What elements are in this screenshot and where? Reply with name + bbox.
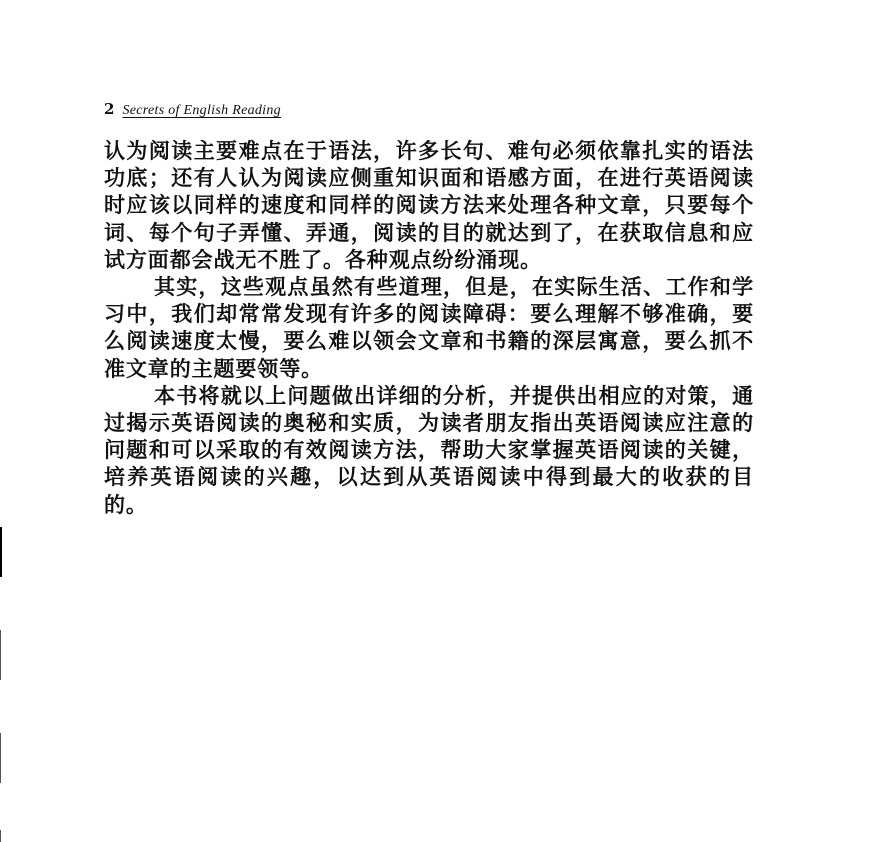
running-header: [104, 100, 281, 124]
paragraph-1: 认为阅读主要难点在于语法，许多长句、难句必须依靠扎实的语法功底；还有人认为阅读应侧重知识面和语感方面，在进行英语阅读时应该以同样的速度和同样的阅读方法来处理各种文章，只要每个词、每个句子弄懂、弄通，阅读的目的就达到了，在获取信息和应试方面都会战无不胜了。各种观点纷纷涌现。: [104, 139, 754, 272]
page-number: 2: [104, 100, 115, 118]
paragraph-2: 其实，这些观点虽然有些道理，但是，在实际生活、工作和学习中，我们却常常发现有许多的阅读障碍：要么理解不够准确，要么阅读速度太慢，要么难以领会文章和书籍的深层寓意，要么抓不准文章的主题要领等。: [104, 275, 754, 381]
book-title: Secrets of English Reading: [122, 103, 281, 118]
scan-edge-mark: [0, 733, 1, 783]
scan-edge-mark: [0, 527, 2, 577]
scan-edge-mark: [0, 630, 1, 680]
paragraph-3: 本书将就以上问题做出详细的分析，并提供出相应的对策，通过揭示英语阅读的奥秘和实质，为读者朋友指出英语阅读应注意的问题和可以采取的有效阅读方法，帮助大家掌握英语阅读的关键，培养英语阅读的兴趣，以达到从英语阅读中得到最大的收获的目的。: [104, 383, 754, 517]
body-text: [104, 138, 754, 519]
scan-edge-mark: [0, 830, 1, 842]
